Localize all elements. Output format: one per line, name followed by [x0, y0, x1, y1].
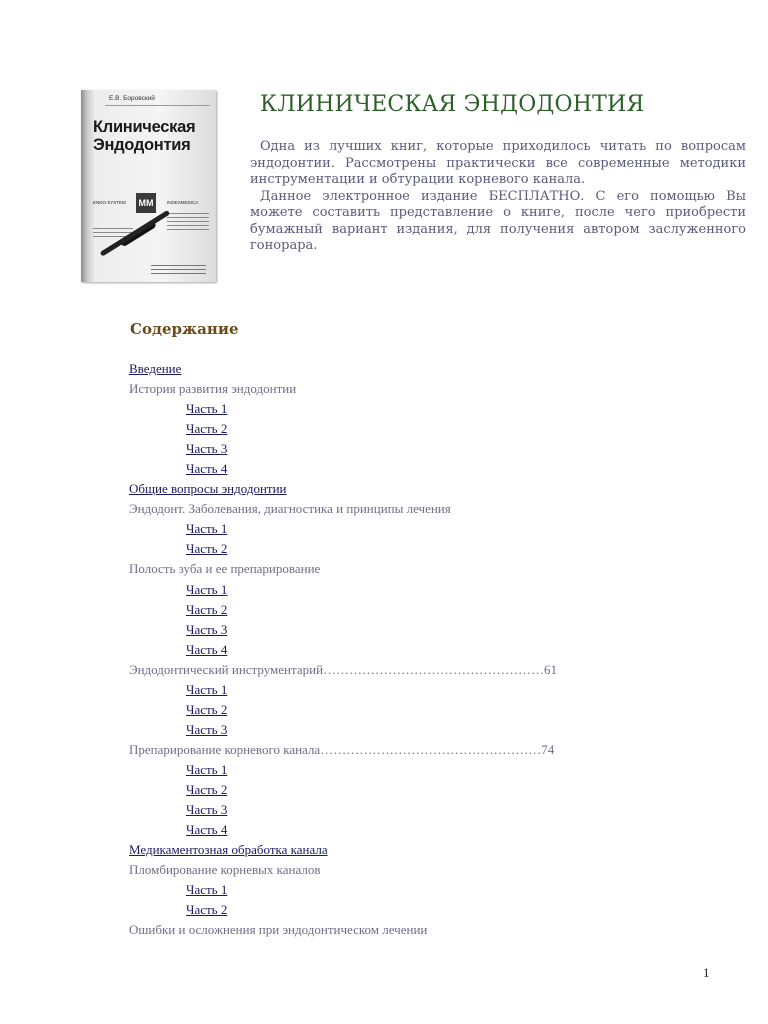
toc-part-link[interactable] [129, 520, 689, 540]
toc-part-link[interactable] [129, 420, 689, 440]
toc-chapter-link-text[interactable]: Общие вопросы эндодонтии [129, 481, 287, 497]
cover-title-line1: Клиническая [93, 118, 196, 136]
cover-title [93, 118, 195, 154]
toc-chapter-link[interactable] [129, 841, 689, 861]
toc-section-title: Эндодонт. Заболевания, диагностика и принципы лечения [129, 501, 451, 517]
toc-part-link[interactable] [129, 761, 689, 781]
toc-part-link-text[interactable]: Часть 1 [186, 401, 228, 417]
toc-part-link-text[interactable]: Часть 1 [186, 681, 228, 697]
toc-part-link[interactable] [129, 881, 689, 901]
toc-part-link[interactable] [129, 781, 689, 801]
toc-part-link-text[interactable]: Часть 2 [186, 601, 228, 617]
toc-part-link[interactable] [129, 400, 689, 420]
cover-footer-text [151, 262, 206, 277]
toc-part-link[interactable] [129, 681, 689, 701]
toc-heading: Содержание [130, 320, 239, 338]
toc-part-link-text[interactable]: Часть 4 [186, 822, 228, 838]
page-number: 1 [703, 965, 710, 980]
toc-section-title: Полость зуба и ее препарирование [129, 561, 321, 577]
cover-fine-print [167, 210, 209, 233]
toc-part-link[interactable] [129, 821, 689, 841]
table-of-contents [129, 360, 689, 941]
toc-chapter-link[interactable] [129, 480, 689, 500]
toc-part-link-text[interactable]: Часть 2 [186, 421, 228, 437]
toc-section-title: Ошибки и осложнения при эндодонтическом лечении [129, 922, 428, 938]
toc-part-link[interactable] [129, 901, 689, 921]
toc-part-link-text[interactable]: Часть 3 [186, 441, 228, 457]
toc-part-link-text[interactable]: Часть 3 [186, 621, 228, 637]
toc-section-title: Препарирование корневого канала……………………………………………74 [129, 741, 555, 757]
book-cover-image [81, 90, 216, 282]
toc-part-link[interactable] [129, 581, 689, 601]
toc-part-link-text[interactable]: Часть 2 [186, 701, 228, 717]
toc-part-link-text[interactable]: Часть 2 [186, 541, 228, 557]
toc-part-link[interactable] [129, 701, 689, 721]
cover-rule [105, 105, 210, 106]
toc-part-link[interactable] [129, 801, 689, 821]
toc-part-link-text[interactable]: Часть 1 [186, 521, 228, 537]
toc-part-link-text[interactable]: Часть 1 [186, 581, 228, 597]
toc-part-link[interactable] [129, 641, 689, 661]
publisher-logo: MM [136, 193, 156, 213]
toc-part-link[interactable] [129, 601, 689, 621]
toc-section-title: Пломбирование корневых каналов [129, 862, 321, 878]
cover-author: Е.В. Боровский [109, 95, 155, 102]
toc-part-link-text[interactable]: Часть 2 [186, 902, 228, 918]
toc-section-title: Эндодонтический инструментарий……………………………………………61 [129, 661, 558, 677]
toc-section-title: История развития эндодонтии [129, 381, 297, 397]
toc-chapter-link-text[interactable]: Медикаментозная обработка канала [129, 842, 328, 858]
intro-paragraph-2: Данное электронное издание БЕСПЛАТНО. С его помощью Вы можете составить представление о книге, после чего приобрести бумажный вариант издания, для получения автором заслуженного гонорара. [250, 188, 746, 253]
cover-series: ENDO SYSTEM [93, 200, 126, 205]
book-title: КЛИНИЧЕСКАЯ ЭНДОДОНТИЯ [260, 92, 645, 117]
intro-text [250, 139, 746, 255]
toc-part-link[interactable] [129, 540, 689, 560]
toc-part-link-text[interactable]: Часть 2 [186, 781, 228, 797]
intro-paragraph-1: Одна из лучших книг, которые приходилось читать по вопросам эндодонтии. Рассмотрены практически все современные методики инструментации и обтурации корневого канала. [250, 139, 746, 187]
toc-part-link-text[interactable]: Часть 4 [186, 461, 228, 477]
cover-title-line2: Эндодонтия [93, 136, 191, 154]
toc-chapter-link[interactable] [129, 360, 689, 380]
toc-part-link-text[interactable]: Часть 1 [186, 761, 228, 777]
toc-part-link[interactable] [129, 460, 689, 480]
toc-part-link[interactable] [129, 621, 689, 641]
toc-chapter-link-text[interactable]: Введение [129, 361, 182, 376]
cover-publisher: INDEXMEDICA [167, 200, 199, 205]
toc-part-link-text[interactable]: Часть 3 [186, 802, 228, 818]
toc-part-link[interactable] [129, 721, 689, 741]
toc-part-link[interactable] [129, 440, 689, 460]
toc-part-link-text[interactable]: Часть 4 [186, 641, 228, 657]
toc-part-link-text[interactable]: Часть 3 [186, 721, 228, 737]
toc-part-link-text[interactable]: Часть 1 [186, 882, 228, 898]
